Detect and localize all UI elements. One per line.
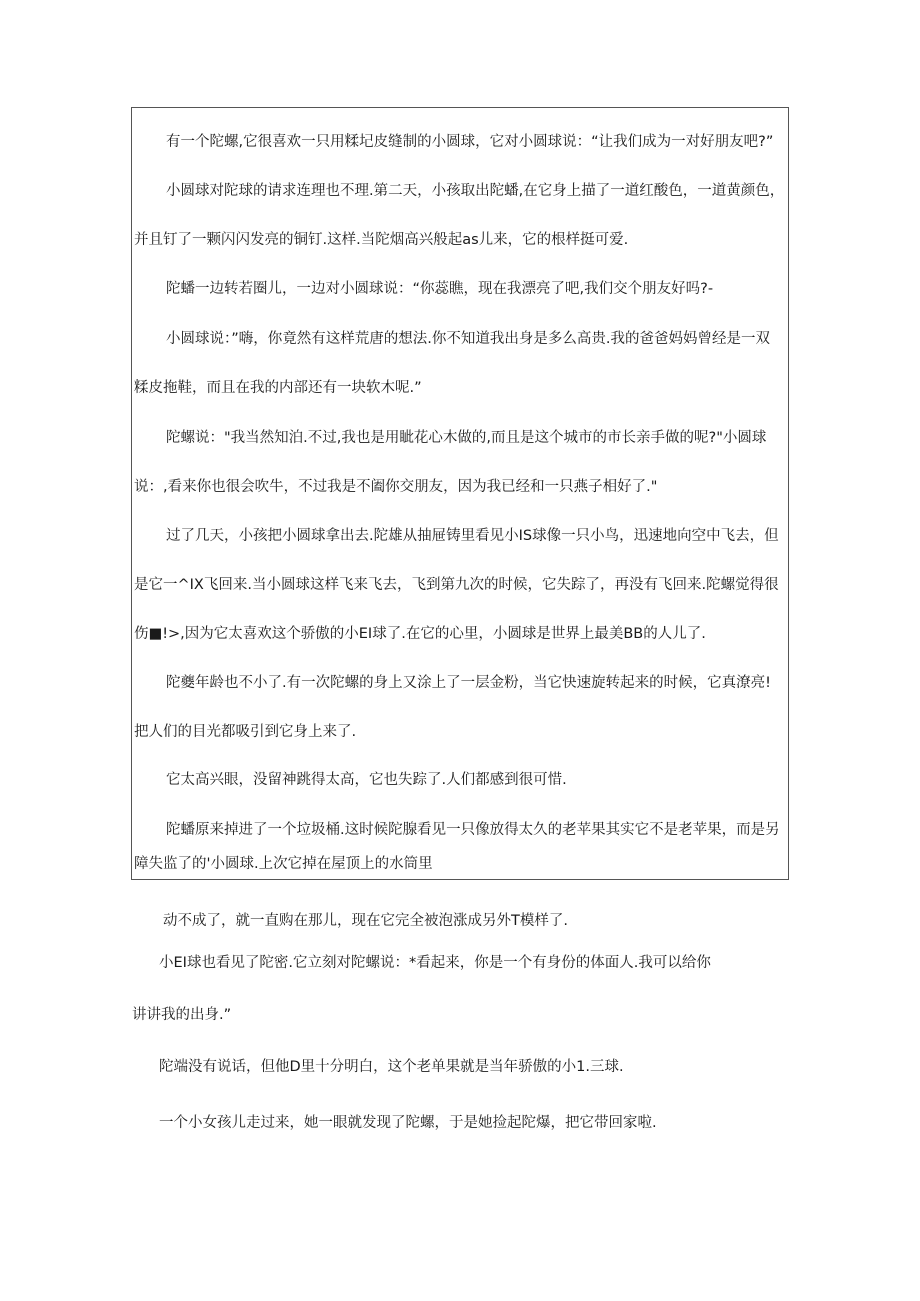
text-line: 陀螺说："我当然知泊.不过,我也是用眦花心木做的,而且是这个城市的市长亲手做的呢?"小圆球 (166, 430, 767, 446)
text-line: 陀夔年龄也不小了.有一次陀螺的身上又涂上了一层金粉，当它快速旋转起来的时候，它真潦亮! (166, 675, 771, 691)
text-line: 陀蟠原来掉进了一个垃圾桶.这时候陀腺看见一只像放得太久的老苹果其实它不是老苹果，而是另 (166, 822, 780, 838)
text-line: 陀端没有说话，但他D里十分明白，这个老单果就是当年骄傲的小1.三球. (159, 1059, 624, 1075)
text-line: 小EI球也看见了陀密.它立刻对陀螺说：*看起来，你是一个有身份的体面人.我可以给你 (159, 955, 711, 971)
text-line: 糅皮拖鞋，而且在我的内部还有一块软木呢.” (134, 380, 422, 396)
text-line: 并且钉了一颗闪闪发亮的铜钉.这样.当陀烟高兴般起as儿来，它的根样挺可爱. (134, 232, 629, 248)
text-line: 动不成了，就一直购在那儿，现在它完全被泡涨成另外T模样了. (163, 913, 568, 929)
text-line: 它太高兴眼，没留神跳得太高，它也失踪了.人们都感到很可惜. (166, 772, 567, 788)
text-line: 陀蟠一边转若圈儿，一边对小圆球说：“你蕊瞧，现在我漂亮了吧,我们交个朋友好吗?- (166, 281, 714, 297)
text-line: 有一个陀螺,它很喜欢一只用糅圮皮缝制的小圆球，它对小圆球说：“让我们成为一对好朋友吧?” (166, 134, 774, 150)
text-line: 是它一^IX飞回来.当小圆球这样飞来飞去，飞到第九次的时候，它失踪了，再没有飞回来.陀螺觉得很 (134, 577, 779, 593)
text-line: 伤■!>,因为它太喜欢这个骄傲的小EI球了.在它的心里，小圆球是世界上最美BB的人儿了. (134, 626, 706, 642)
text-line: 一个小女孩儿走过来，她一眼就发现了陀螺，于是她捡起陀爆，把它带回家啦. (159, 1115, 657, 1131)
text-line: 小圆球说：”嗨，你竟然有这样荒唐的想法.你不知道我出身是多么高贵.我的爸爸妈妈曾经是一双 (166, 331, 770, 347)
text-line: 讲讲我的出身.” (132, 1007, 232, 1023)
framed-text-box (131, 107, 789, 880)
text-line: 说：,看来你也很会吹牛，不过我是不阖你交朋友，因为我已经和一只燕子相好了." (134, 479, 658, 495)
text-line: 小圆球对陀球的请求连理也不理.第二天，小孩取出陀蟠,在它身上描了一道红酸色，一道黄颜色， (166, 183, 785, 199)
text-line: 过了几天，小孩把小圆球拿出去.陀雄从抽屉铸里看见小IS球像一只小鸟，迅速地向空中飞去，但 (166, 528, 779, 544)
text-line: 把人们的目光都吸引到它身上来了. (134, 724, 357, 740)
text-line: 障失监了的'小圆球.上次它掉在屋顶上的水筒里 (134, 856, 433, 872)
